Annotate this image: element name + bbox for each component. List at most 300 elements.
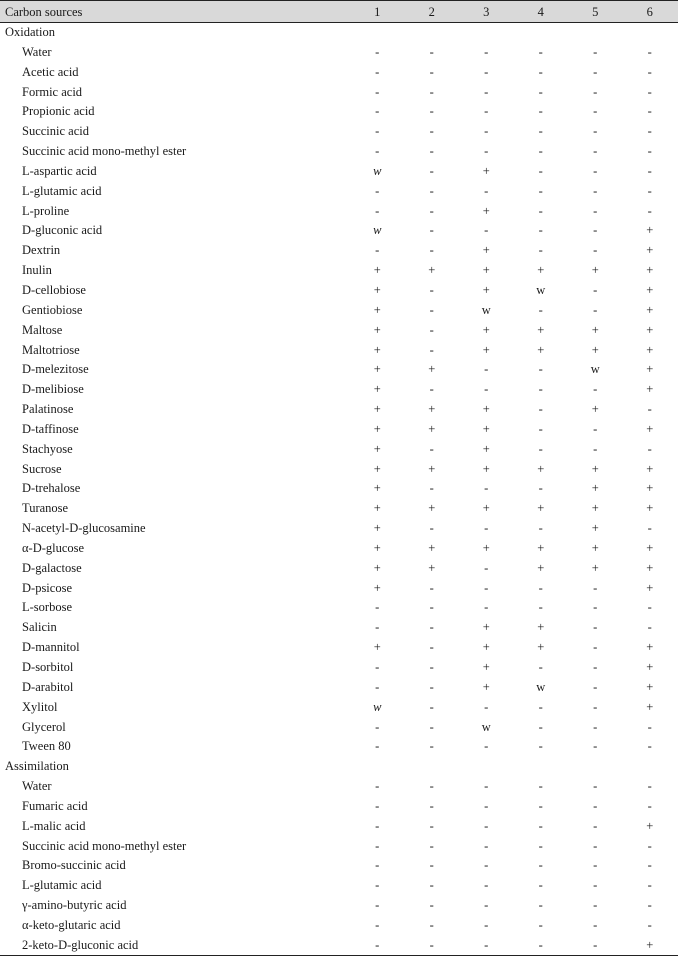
table-row	[0, 321, 678, 341]
result-cell: +	[428, 540, 436, 555]
result-cell: -	[375, 44, 380, 59]
result-cell: -	[647, 878, 652, 893]
result-cell: -	[538, 858, 543, 873]
result-cell: +	[646, 461, 654, 476]
result-cell: -	[484, 917, 489, 932]
result-cell: -	[538, 937, 543, 952]
result-cell: -	[429, 481, 434, 496]
result-cell: -	[484, 898, 489, 913]
section-title: Assimilation	[5, 759, 69, 774]
result-cell: +	[428, 362, 436, 377]
table-row	[0, 638, 678, 658]
result-cell: -	[484, 183, 489, 198]
result-cell: -	[538, 818, 543, 833]
carbon-source-name: D-psicose	[22, 580, 72, 595]
carbon-source-name: Sucrose	[22, 461, 62, 476]
result-cell: -	[429, 878, 434, 893]
result-cell: w	[536, 679, 546, 694]
result-cell: -	[375, 878, 380, 893]
result-cell: -	[593, 44, 598, 59]
result-cell: -	[484, 580, 489, 595]
result-cell: -	[484, 144, 489, 159]
result-cell: -	[375, 243, 380, 258]
result-cell: -	[647, 838, 652, 853]
result-cell: +	[482, 640, 490, 655]
result-cell: -	[593, 163, 598, 178]
carbon-source-name: N-acetyl-D-glucosamine	[22, 521, 146, 536]
carbon-source-name: L-proline	[22, 203, 70, 218]
result-cell: w	[373, 223, 382, 238]
result-cell: -	[484, 223, 489, 238]
result-cell: -	[375, 779, 380, 794]
result-cell: +	[537, 263, 545, 278]
table-row	[0, 43, 678, 63]
result-cell: -	[593, 660, 598, 674]
carbon-source-name: D-mannitol	[22, 640, 80, 655]
result-cell: -	[538, 203, 543, 218]
result-cell: +	[482, 203, 490, 218]
result-cell: +	[482, 679, 490, 694]
result-cell: -	[375, 183, 380, 198]
table-row	[0, 142, 678, 162]
result-cell: +	[646, 342, 654, 357]
result-cell: -	[429, 779, 434, 794]
carbon-source-name: L-glutamic acid	[22, 878, 102, 893]
result-cell: +	[591, 461, 599, 476]
carbon-source-name: L-aspartic acid	[22, 163, 97, 178]
result-cell: -	[593, 699, 598, 714]
result-cell: -	[647, 798, 652, 813]
result-cell: -	[429, 243, 434, 258]
result-cell: +	[373, 461, 381, 476]
result-cell: -	[593, 183, 598, 198]
result-cell: -	[538, 521, 543, 536]
result-cell: +	[537, 620, 545, 635]
carbon-source-name: Salicin	[22, 620, 57, 635]
result-cell: -	[538, 779, 543, 794]
result-cell: -	[484, 858, 489, 873]
table-row	[0, 678, 678, 698]
table-row	[0, 598, 678, 618]
table-row	[0, 281, 678, 301]
result-cell: -	[375, 203, 380, 218]
result-cell: +	[373, 322, 381, 337]
result-cell: -	[538, 878, 543, 893]
table-row	[0, 261, 678, 281]
result-cell: +	[646, 818, 654, 833]
result-cell: -	[484, 481, 489, 496]
result-cell: +	[537, 560, 545, 575]
result-cell: +	[373, 501, 381, 516]
carbon-source-name: Dextrin	[22, 243, 61, 258]
table-row	[0, 182, 678, 202]
result-cell: -	[538, 481, 543, 496]
result-cell: -	[538, 183, 543, 198]
result-cell: +	[591, 481, 599, 496]
table-row	[0, 380, 678, 400]
result-cell: +	[537, 342, 545, 357]
result-cell: +	[537, 640, 545, 655]
table-row	[0, 202, 678, 222]
result-cell: +	[591, 560, 599, 575]
result-cell: -	[593, 620, 598, 635]
result-cell: +	[373, 521, 381, 536]
result-cell: -	[538, 104, 543, 119]
result-cell: -	[538, 382, 543, 397]
section-row	[0, 757, 678, 777]
result-cell: +	[373, 282, 381, 297]
result-cell: -	[484, 362, 489, 377]
result-cell: -	[429, 322, 434, 337]
result-cell: -	[429, 342, 434, 357]
result-cell: -	[484, 937, 489, 952]
table-row	[0, 301, 678, 321]
result-cell: -	[429, 620, 434, 635]
result-cell: +	[482, 282, 490, 297]
table-header	[0, 0, 678, 23]
result-cell: -	[484, 838, 489, 853]
result-cell: -	[593, 580, 598, 595]
result-cell: -	[375, 620, 380, 635]
result-cell: +	[646, 699, 654, 714]
result-cell: -	[375, 600, 380, 615]
result-cell: +	[591, 521, 599, 536]
result-cell: +	[428, 461, 436, 476]
header-col-6: 6	[646, 5, 653, 19]
carbon-source-name: Palatinose	[22, 402, 74, 417]
carbon-source-name: α-D-glucose	[22, 540, 85, 555]
result-cell: -	[429, 382, 434, 397]
header-col-2: 2	[428, 5, 435, 19]
result-cell: +	[537, 322, 545, 337]
result-cell: -	[647, 84, 652, 99]
result-cell: -	[375, 660, 380, 674]
carbon-source-name: Fumaric acid	[22, 798, 88, 813]
table-row	[0, 460, 678, 480]
result-cell: w	[481, 719, 491, 734]
result-cell: +	[646, 302, 654, 317]
result-cell: +	[482, 243, 490, 258]
result-cell: -	[647, 441, 652, 456]
result-cell: -	[538, 600, 543, 615]
result-cell: +	[646, 382, 654, 397]
result-cell: +	[537, 540, 545, 555]
result-cell: -	[593, 84, 598, 99]
result-cell: -	[429, 521, 434, 536]
table-row	[0, 837, 678, 857]
result-cell: +	[646, 640, 654, 655]
table-body	[0, 23, 678, 956]
result-cell: -	[375, 798, 380, 813]
result-cell: -	[484, 84, 489, 99]
result-cell: -	[593, 818, 598, 833]
result-cell: w	[373, 699, 382, 714]
carbon-source-name: D-taffinose	[22, 421, 79, 436]
carbon-source-name: D-trehalose	[22, 481, 81, 496]
table-row	[0, 856, 678, 876]
result-cell: -	[429, 64, 434, 79]
result-cell: -	[538, 44, 543, 59]
result-cell: -	[429, 580, 434, 595]
result-cell: -	[593, 878, 598, 893]
result-cell: +	[428, 560, 436, 575]
result-cell: +	[482, 342, 490, 357]
result-cell: +	[482, 421, 490, 436]
header-col-5: 5	[592, 5, 599, 19]
result-cell: +	[646, 263, 654, 278]
table-row	[0, 777, 678, 797]
result-cell: +	[646, 501, 654, 516]
table-row	[0, 440, 678, 460]
carbon-source-name: Maltose	[22, 322, 63, 337]
table-row	[0, 519, 678, 539]
carbon-source-name: Succinic acid	[22, 124, 89, 139]
carbon-source-name: Water	[22, 44, 52, 59]
result-cell: +	[646, 421, 654, 436]
result-cell: -	[593, 282, 598, 297]
result-cell: -	[593, 421, 598, 436]
result-cell: -	[593, 917, 598, 932]
result-cell: +	[373, 342, 381, 357]
result-cell: -	[484, 44, 489, 59]
table-row	[0, 737, 678, 757]
section-row	[0, 23, 678, 43]
result-cell: -	[593, 144, 598, 159]
result-cell: -	[647, 521, 652, 536]
result-cell: -	[429, 917, 434, 932]
result-cell: +	[373, 402, 381, 417]
result-cell: -	[647, 163, 652, 178]
result-cell: -	[647, 402, 652, 417]
table-row	[0, 341, 678, 361]
carbon-source-name: Succinic acid mono-methyl ester	[22, 144, 187, 159]
result-cell: -	[429, 699, 434, 714]
result-cell: w	[536, 282, 546, 297]
result-cell: -	[593, 104, 598, 119]
result-cell: +	[373, 302, 381, 317]
result-cell: -	[593, 64, 598, 79]
result-cell: +	[373, 382, 381, 397]
result-cell: -	[429, 719, 434, 734]
table-row	[0, 539, 678, 559]
result-cell: -	[593, 739, 598, 754]
result-cell: -	[538, 719, 543, 734]
result-cell: +	[373, 481, 381, 496]
result-cell: -	[375, 144, 380, 159]
result-cell: -	[429, 183, 434, 198]
table-row	[0, 499, 678, 519]
result-cell: -	[484, 560, 489, 575]
carbon-source-name: D-galactose	[22, 560, 82, 575]
section-title: Oxidation	[5, 25, 55, 39]
table-row	[0, 221, 678, 241]
result-cell: -	[538, 124, 543, 139]
table-row	[0, 479, 678, 499]
result-cell: -	[538, 739, 543, 754]
result-cell: -	[375, 104, 380, 119]
result-cell: -	[647, 898, 652, 913]
carbon-source-name: D-arabitol	[22, 679, 74, 694]
table-row	[0, 876, 678, 896]
result-cell: -	[538, 163, 543, 178]
result-cell: -	[484, 600, 489, 615]
result-cell: -	[538, 402, 543, 417]
carbon-source-name: Stachyose	[22, 441, 73, 456]
result-cell: -	[429, 282, 434, 297]
result-cell: +	[646, 282, 654, 297]
result-cell: -	[429, 163, 434, 178]
carbon-source-name: Propionic acid	[22, 104, 95, 119]
result-cell: -	[429, 739, 434, 754]
result-cell: +	[428, 421, 436, 436]
result-cell: -	[375, 898, 380, 913]
carbon-source-name: D-cellobiose	[22, 282, 86, 297]
result-cell: +	[373, 421, 381, 436]
table-row	[0, 162, 678, 182]
result-cell: -	[429, 898, 434, 913]
result-cell: -	[538, 660, 543, 674]
result-cell: +	[646, 660, 654, 674]
result-cell: +	[482, 620, 490, 635]
result-cell: -	[538, 898, 543, 913]
result-cell: -	[375, 719, 380, 734]
result-cell: -	[484, 521, 489, 536]
result-cell: +	[646, 362, 654, 377]
result-cell: -	[647, 719, 652, 734]
result-cell: -	[429, 44, 434, 59]
result-cell: -	[538, 302, 543, 317]
carbon-source-name: Water	[22, 779, 52, 794]
carbon-source-name: Acetic acid	[22, 64, 79, 79]
carbon-source-name: Glycerol	[22, 719, 66, 734]
carbon-source-name: γ-amino-butyric acid	[22, 898, 127, 913]
result-cell: -	[647, 44, 652, 59]
result-cell: -	[429, 798, 434, 813]
carbon-source-name: L-glutamic acid	[22, 183, 102, 198]
carbon-source-name: L-sorbose	[22, 600, 72, 615]
table-row	[0, 797, 678, 817]
result-cell: -	[375, 818, 380, 833]
result-cell: +	[373, 362, 381, 377]
header-col-4: 4	[537, 5, 544, 19]
carbon-source-name: Gentiobiose	[22, 302, 83, 317]
result-cell: -	[375, 739, 380, 754]
result-cell: +	[428, 501, 436, 516]
carbon-source-name: Formic acid	[22, 84, 83, 99]
carbon-source-name: D-melezitose	[22, 362, 89, 377]
table-row	[0, 83, 678, 103]
carbon-source-name: D-sorbitol	[22, 660, 74, 674]
result-cell: +	[428, 263, 436, 278]
result-cell: +	[482, 660, 490, 674]
result-cell: -	[647, 779, 652, 794]
result-cell: -	[593, 937, 598, 952]
result-cell: -	[429, 937, 434, 952]
table-row	[0, 102, 678, 122]
result-cell: -	[593, 223, 598, 238]
table-row	[0, 916, 678, 936]
carbon-source-name: Bromo-succinic acid	[22, 858, 126, 873]
carbon-source-name: Maltotriose	[22, 342, 80, 357]
table-row	[0, 718, 678, 738]
result-cell: -	[593, 640, 598, 655]
result-cell: -	[538, 243, 543, 258]
table-row	[0, 122, 678, 142]
result-cell: -	[484, 779, 489, 794]
result-cell: +	[591, 342, 599, 357]
result-cell: -	[375, 84, 380, 99]
result-cell: w	[481, 302, 491, 317]
result-cell: -	[647, 917, 652, 932]
result-cell: -	[593, 302, 598, 317]
result-cell: -	[429, 818, 434, 833]
result-cell: +	[482, 163, 490, 178]
result-cell: -	[647, 64, 652, 79]
carbon-source-name: Tween 80	[22, 739, 71, 754]
result-cell: -	[593, 243, 598, 258]
result-cell: +	[646, 540, 654, 555]
result-cell: -	[484, 699, 489, 714]
result-cell: -	[429, 144, 434, 159]
result-cell: +	[537, 461, 545, 476]
carbon-source-name: Inulin	[22, 263, 52, 278]
result-cell: +	[646, 560, 654, 575]
result-cell: -	[593, 441, 598, 456]
carbon-source-name: Succinic acid mono-methyl ester	[22, 838, 187, 853]
result-cell: +	[646, 223, 654, 238]
result-cell: +	[591, 322, 599, 337]
result-cell: +	[482, 501, 490, 516]
result-cell: -	[375, 64, 380, 79]
carbon-source-name: D-melibiose	[22, 382, 84, 397]
result-cell: +	[482, 441, 490, 456]
result-cell: +	[646, 322, 654, 337]
carbon-source-name: Turanose	[22, 501, 69, 516]
result-cell: +	[373, 560, 381, 575]
result-cell: -	[429, 223, 434, 238]
table-row	[0, 817, 678, 837]
result-cell: -	[538, 699, 543, 714]
result-cell: +	[428, 402, 436, 417]
result-cell: -	[375, 838, 380, 853]
result-cell: -	[647, 858, 652, 873]
result-cell: -	[593, 898, 598, 913]
table-row	[0, 420, 678, 440]
result-cell: -	[593, 679, 598, 694]
result-cell: -	[484, 382, 489, 397]
result-cell: +	[591, 540, 599, 555]
result-cell: +	[373, 580, 381, 595]
table-row	[0, 579, 678, 599]
result-cell: -	[538, 144, 543, 159]
table-row	[0, 241, 678, 261]
result-cell: -	[429, 302, 434, 317]
result-cell: -	[593, 838, 598, 853]
result-cell: +	[482, 461, 490, 476]
result-cell: -	[429, 858, 434, 873]
result-cell: +	[482, 540, 490, 555]
header-col-1: 1	[374, 5, 381, 19]
result-cell: -	[375, 124, 380, 139]
result-cell: -	[429, 104, 434, 119]
result-cell: -	[429, 203, 434, 218]
header-label: Carbon sources	[5, 5, 83, 19]
result-cell: +	[373, 540, 381, 555]
result-cell: +	[482, 263, 490, 278]
result-cell: -	[375, 679, 380, 694]
result-cell: -	[647, 620, 652, 635]
carbon-source-name: α-keto-glutaric acid	[22, 917, 121, 932]
